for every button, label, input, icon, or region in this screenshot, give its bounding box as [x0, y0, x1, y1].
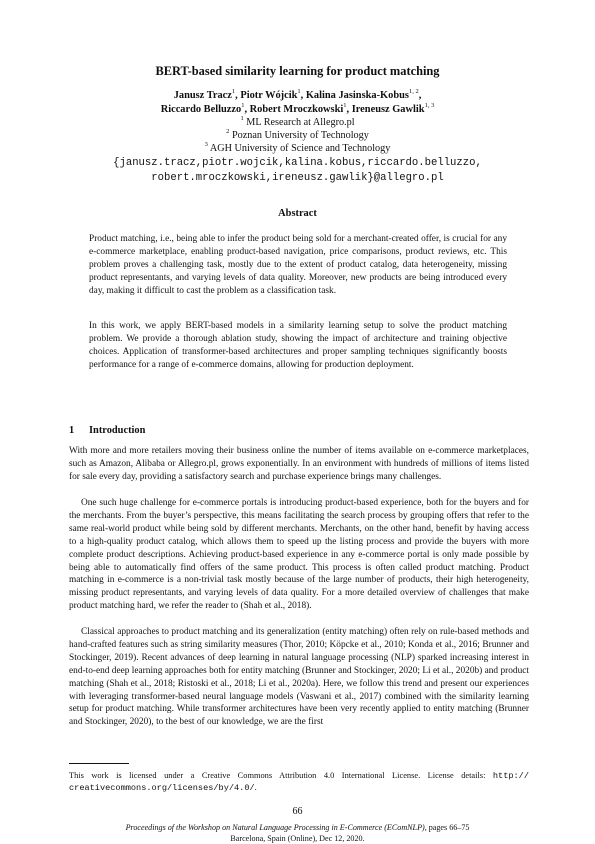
abstract-heading: Abstract	[278, 208, 317, 219]
author-name: Riccardo Belluzzo	[160, 104, 242, 115]
author-emails-line-2: robert.mroczkowski,ireneusz.gawlik}@allegro.pl	[151, 172, 444, 184]
section-heading	[69, 425, 145, 436]
page-number: 66	[292, 806, 303, 817]
author-affiliation-mark: 1, 3	[424, 102, 435, 109]
license-url-part-1[interactable]: http://	[492, 771, 529, 781]
intro-paragraph-2: One such huge challenge for e-commerce portals is introducing product-based experience, both for the buyers and for the merchants. From the buyer’s perspective, this means facilitating the search process by grouping offers that refer to the same real-world product while being sold by different merchants. Merchants, on the other hand, benefit by having access to a high-quality product catalog, which allows them to speed up the listing process and provide the buyers with more complete product descriptions. Achieving product-based experience in any e-commerce portal is only made possible by being able to automatically find offers of the same product. This process is often called product matching. Product matching in e-commerce is a non-trivial task mostly because of the large number of products, their high heterogeneity, missing product representants, and varying levels of data quality. For a more detailed overview of challenges that make product matching hard, we refer the reader to (Shah et al., 2018).	[69, 498, 529, 612]
section-number: 1	[69, 425, 75, 436]
footnote-end: .	[254, 783, 257, 792]
author-emails-line-1: {janusz.tracz,piotr.wojcik,kalina.kobus,riccardo.belluzzo,	[113, 157, 482, 169]
author-affiliation-mark: 1	[297, 88, 301, 95]
affiliation-mark: 1	[240, 115, 244, 122]
affiliation	[0, 117, 595, 130]
proceedings-footer	[0, 822, 595, 844]
affiliation-mark: 3	[204, 141, 208, 148]
footnote-rule	[69, 763, 129, 764]
affiliation-text: AGH University of Science and Technology	[209, 143, 391, 154]
author-line-1: Janusz Tracz$^1$, Piotr Wójcik$^1$, Kalina Jasinska-Kobus$^{1, 2}$,	[173, 88, 422, 101]
intro-paragraph-1: With more and more retailers moving their business online the number of items available on e-commerce marketplaces, such as Amazon, Alibaba or Allegro.pl, grows exponentially. In an environment with hundreds of millions of items listed for sale every day, providing a satisfactory search and purchase experience brings many challenges.	[69, 446, 529, 482]
license-url-part-2[interactable]: creativecommons.org/licenses/by/4.0/	[69, 783, 255, 793]
paper-title: BERT-based similarity learning for product matching	[155, 64, 440, 78]
affiliation-mark: 2	[226, 128, 230, 135]
section-title: Introduction	[89, 425, 146, 436]
author-affiliation-mark: 1	[231, 88, 236, 95]
affiliation-text: ML Research at Allegro.pl	[246, 117, 355, 128]
proceedings-title: Proceedings of the Workshop on Natural Language Processing in E-Commerce (EComNLP)	[125, 823, 425, 832]
author-name: Kalina Jasinska-Kobus	[305, 90, 409, 101]
affiliation	[0, 143, 595, 156]
proceedings-pages: , pages 66–75	[424, 823, 470, 832]
affiliation-text: Poznan University of Technology	[231, 130, 369, 141]
author-affiliation-mark: 1	[241, 102, 245, 109]
author-name: Piotr Wójcik	[240, 90, 298, 101]
intro-paragraph-3: Classical approaches to product matching and its generalization (entity matching) often rely on rule-based methods and hand-crafted features such as string similarity measures (Thor, 2010; Köpcke et al., 2010; Konda et al., 2016; Brunner and Stockinger, 2019). Recent advances of deep learning in natural language processing (NLP) sparked increasing interest in end-to-end deep learning approaches both for entity matching (Brunner and Stockinger, 2020; Li et al., 2020b) and product matching (Shah et al., 2018; Ristoski et al., 2018; Li et al., 2020a). Here, we follow this trend and present our experiences with leveraging transformer-based neural language models (Vaswani et al., 2017) combined with the similarity learning setup for product matching. While transformer architectures have been very recently applied to entity matching (Brunner and Stockinger, 2020), to the best of our knowledge, we are the first	[69, 627, 529, 728]
abstract-paragraph-1: Product matching, i.e., being able to infer the product being sold for a merchant-created offer, is crucial for any e-commerce marketplace, enabling product-based navigation, price comparisons, product reviews, etc. This problem proves a challenging task, mostly due to the extent of product catalog, data heterogeneity, missing product representants, and varying levels of data quality. Moreover, new products are being introduced every day, making it difficult to cast the problem as a classification task.	[89, 234, 507, 296]
author-name: Janusz Tracz	[173, 90, 232, 101]
license-footnote	[69, 770, 529, 794]
author-name: Ireneusz Gawlik	[351, 104, 425, 115]
author-affiliation-mark: 1	[343, 102, 347, 109]
proceedings-location: Barcelona, Spain (Online), Dec 12, 2020.	[230, 834, 365, 843]
abstract-paragraph-2: In this work, we apply BERT-based models in a similarity learning setup to solve the product matching problem. We provide a thorough ablation study, showing the impact of architecture and training objective choices. Application of transformer-based architectures and proper sampling techniques significantly boosts performance for a range of e-commerce domains, allowing for production deployment.	[89, 321, 507, 370]
author-line-2: Riccardo Belluzzo$^1$, Robert Mroczkowski$^1$, Ireneusz Gawlik$^{1, 3}$	[160, 102, 435, 115]
author-affiliation-mark: 1, 2	[408, 88, 419, 95]
footnote-text: This work is licensed under a Creative Commons Attribution 4.0 International License. License details:	[69, 771, 493, 780]
author-name: Robert Mroczkowski	[249, 104, 344, 115]
affiliation	[0, 130, 595, 143]
